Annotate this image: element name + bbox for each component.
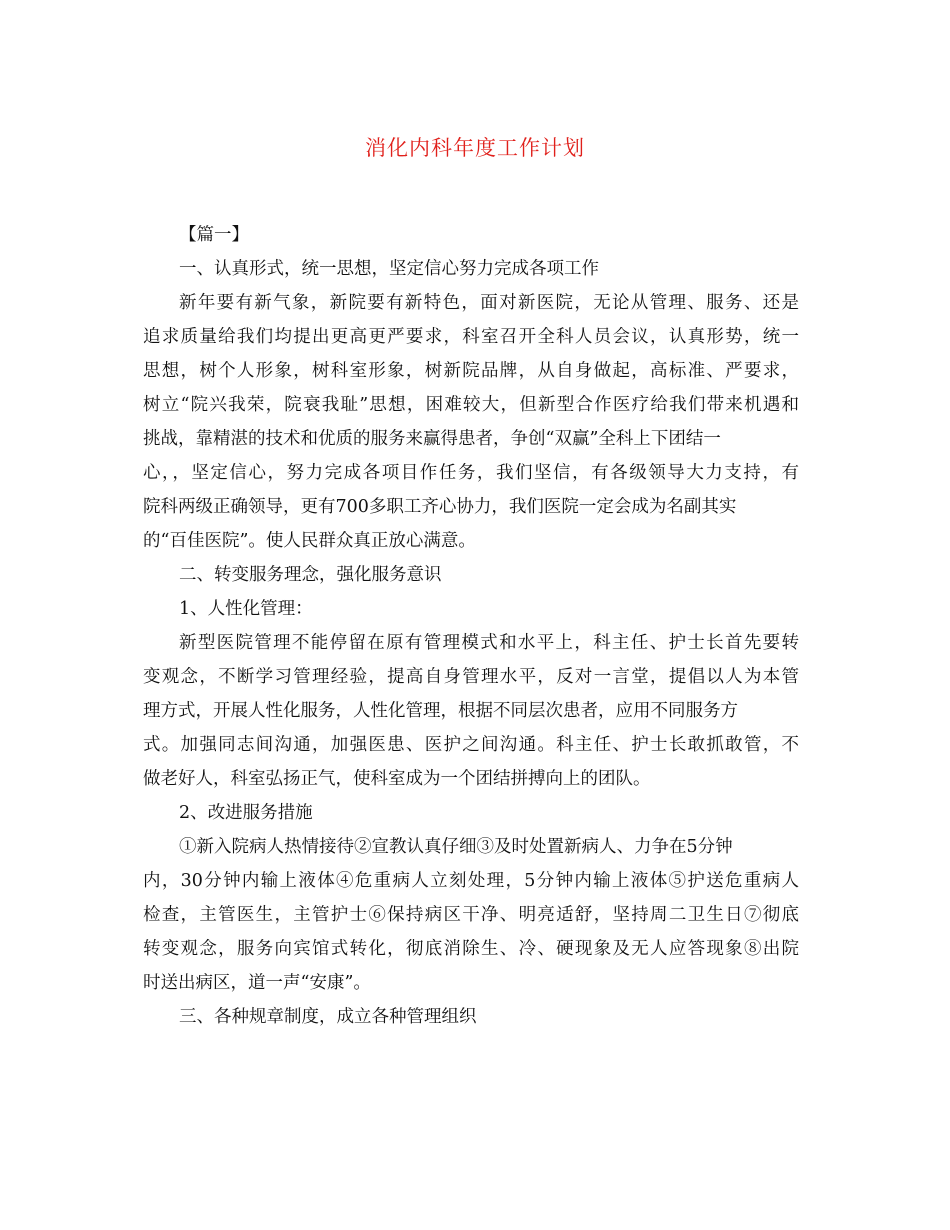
paragraph-line: 追求质量给我们均提出更高更严要求，科室召开全科人员会议，认真形势，统一 bbox=[143, 327, 799, 347]
paragraph-line: 式。加强同志间沟通，加强医患、医护之间沟通。科主任、护士长敢抓敢管，不 bbox=[143, 735, 799, 755]
heading-2: 二、转变服务理念，强化服务意识 bbox=[179, 565, 442, 585]
sub-heading-2: 2、改进服务措施 bbox=[179, 803, 313, 823]
paragraph-line: 院科两级正确领导，更有700多职工齐心协力，我们医院一定会成为名副其实 bbox=[143, 497, 737, 517]
document-body bbox=[143, 218, 799, 1034]
paragraph-line: 转变观念，服务向宾馆式转化，彻底消除生、冷、硬现象及无人应答现象⑧出院 bbox=[143, 939, 799, 959]
document-title: 消化内科年度工作计划 bbox=[365, 136, 585, 160]
paragraph-line: 做老好人，科室弘扬正气，使科室成为一个团结拼搏向上的团队。 bbox=[143, 769, 651, 789]
paragraph-line: 的“百佳医院”。使人民群众真正放心满意。 bbox=[143, 531, 476, 551]
paragraph-1 bbox=[143, 286, 799, 558]
paragraph-line: 检查，主管医生，主管护士⑥保持病区干净、明亮适舒，坚持周二卫生日⑦彻底 bbox=[143, 905, 799, 925]
paragraph-line: 时送出病区，道一声“安康”。 bbox=[143, 973, 371, 993]
paragraph-line: 思想，树个人形象，树科室形象，树新院品牌，从自身做起，高标准、严要求， bbox=[143, 361, 799, 381]
paragraph-line: 内，30分钟内输上液体④危重病人立刻处理，5分钟内输上液体⑤护送危重病人 bbox=[143, 871, 799, 891]
paragraph-line: 变观念，不断学习管理经验，提高自身管理水平，反对一言堂，提倡以人为本管 bbox=[143, 667, 799, 687]
paragraph-line: 树立“院兴我荣，院衰我耻”思想，困难较大，但新型合作医疗给我们带来机遇和 bbox=[143, 395, 799, 415]
paragraph-2 bbox=[143, 626, 799, 796]
paragraph-line: 挑战，靠精湛的技术和优质的服务来赢得患者，争创“双赢”全科上下团结一 bbox=[143, 429, 721, 449]
sub-heading-1: 1、人性化管理： bbox=[179, 599, 313, 619]
paragraph-line: 理方式，开展人性化服务，人性化管理，根据不同层次患者，应用不同服务方 bbox=[143, 701, 738, 721]
heading-3: 三、各种规章制度，成立各种管理组织 bbox=[179, 1007, 477, 1027]
paragraph-line: ①新入院病人热情接待②宣教认真仔细③及时处置新病人、力争在5分钟 bbox=[179, 837, 733, 857]
paragraph-line: 新型医院管理不能停留在原有管理模式和水平上，科主任、护士长首先要转 bbox=[179, 633, 799, 653]
paragraph-line: 心，，坚定信心，努力完成各项目作任务，我们坚信，有各级领导大力支持，有 bbox=[143, 463, 799, 483]
section-tag: 【篇一】 bbox=[179, 225, 249, 245]
paragraph-3 bbox=[143, 830, 799, 1000]
paragraph-line: 新年要有新气象，新院要有新特色，面对新医院，无论从管理、服务、还是 bbox=[179, 293, 799, 313]
heading-1: 一、认真形式，统一思想，坚定信心努力完成各项工作 bbox=[179, 259, 599, 279]
